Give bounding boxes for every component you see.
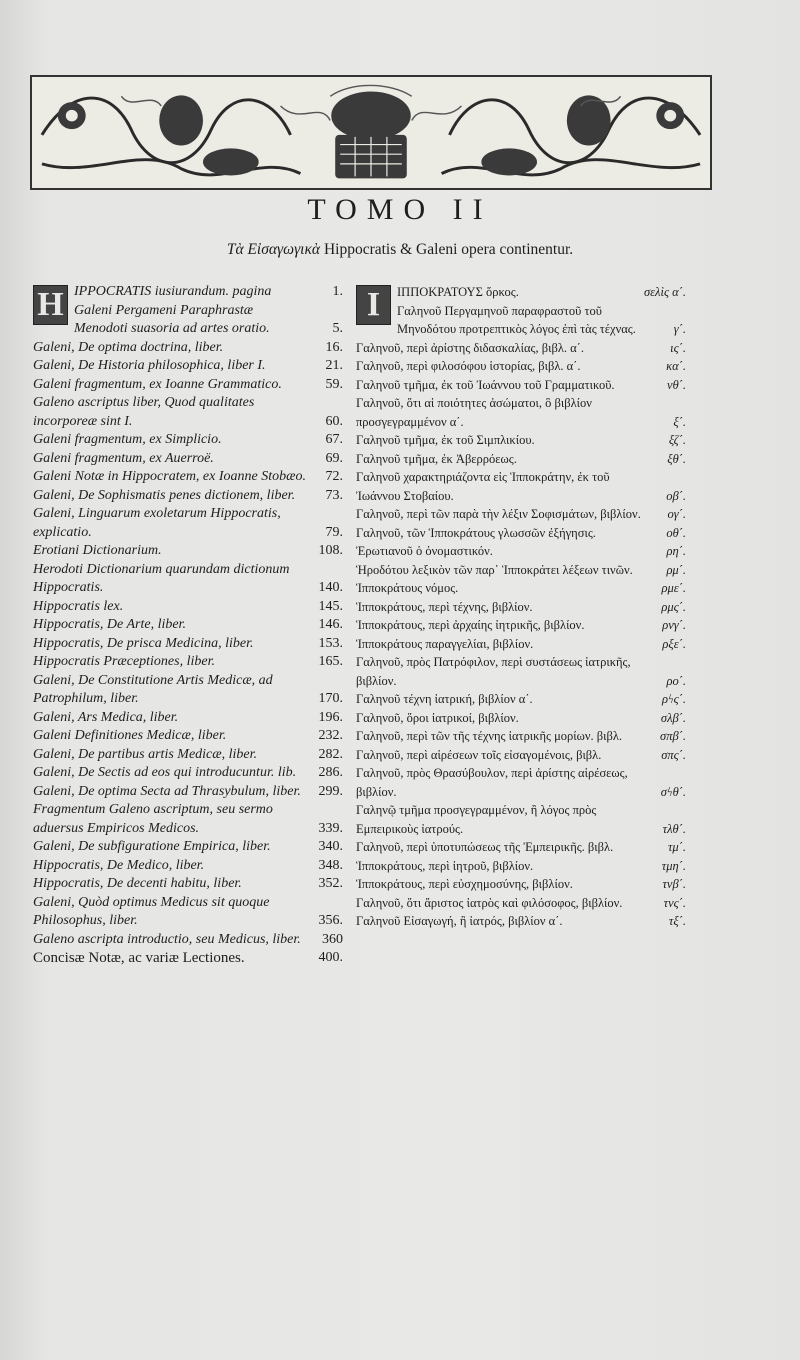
greek-contents-column bbox=[356, 283, 686, 931]
latin-entry: Galeni, De optima doctrina, liber. 16. bbox=[33, 339, 343, 355]
greek-entry: Γαληνοῦ, περὶ τῶν τῆς τέχνης ἰατρικῆς μορίων. βιβλ. σπβ΄. bbox=[356, 729, 686, 743]
greek-entry: ΙΠΠΟΚΡΑΤΟΥΣ ὅρκος. σελὶς α΄. bbox=[397, 285, 686, 299]
drop-cap-h: H bbox=[33, 285, 68, 325]
latin-entry: Fragmentum Galeno ascriptum, seu sermo aduersus Empiricos Medicos. 339. bbox=[33, 802, 343, 836]
latin-entry: Concisæ Notæ, ac variæ Lectiones. 400. bbox=[33, 950, 343, 966]
greek-entry: Ἱπποκράτους, περὶ ἀρχαίης ἰητρικῆς, βιβλίον. ρνγ΄. bbox=[356, 618, 686, 632]
latin-entry: Galeni Notæ in Hippocratem, ex Ioanne Stobæo. 72. bbox=[33, 469, 343, 484]
latin-entry: Galeni, De Sectis ad eos qui introducuntur. lib. 286. bbox=[33, 765, 343, 780]
latin-entry: Hippocratis lex. 145. bbox=[33, 598, 343, 614]
latin-entry: Herodoti Dictionarium quarundam dictionum Hippocratis. 140. bbox=[33, 561, 343, 595]
latin-entry: Galeni fragmentum, ex Ioanne Grammatico. 59. bbox=[33, 376, 343, 392]
latin-contents-column bbox=[33, 283, 343, 968]
greek-entry: Γαληνοῦ, ὅτι ἄριστος ἰατρὸς καὶ φιλόσοφος, βιβλίον. τνς΄. bbox=[356, 895, 686, 910]
greek-entry: Γαληνοῦ χαρακτηριάζοντα εἰς Ἱπποκράτην, ἐκ τοῦ Ἰωάννου Στοβαίου. οβ΄. bbox=[356, 470, 686, 503]
ornamental-headpiece bbox=[30, 75, 712, 190]
greek-entry: Γαληνοῦ, περὶ φιλοσόφου ἱστορίας, βιβλ. α΄. κα΄. bbox=[356, 359, 686, 373]
latin-entry: Hippocratis Præceptiones, liber. 165. bbox=[33, 654, 343, 669]
latin-entry: Galeni fragmentum, ex Auerroë. 69. bbox=[33, 450, 343, 466]
volume-title: TOMO II bbox=[307, 193, 493, 226]
latin-entry: Galeni, De Constitutione Artis Medicæ, ad Patrophilum, liber. 170. bbox=[33, 672, 343, 706]
latin-entry: Hippocratis, De Medico, liber. 348. bbox=[33, 857, 343, 873]
greek-entry: Γαληνοῦ, περὶ ἀρίστης διδασκαλίας, βιβλ. α΄. ις΄. bbox=[356, 340, 686, 355]
latin-entry: Hippocratis, De prisca Medicina, liber. 153. bbox=[33, 635, 343, 651]
subtitle-greek: Τὰ Εἰσαγωγικὰ bbox=[226, 241, 321, 258]
latin-entry: Galeni, De partibus artis Medicæ, liber. 282. bbox=[33, 746, 343, 762]
greek-entry: Γαληνοῦ, πρὸς Θρασύβουλον, περὶ ἀρίστης αἱρέσεως, βιβλίον. σϟθ΄. bbox=[356, 766, 686, 799]
greek-entry: Γαληνοῦ τμῆμα, ἐκ τοῦ Σιμπλικίου. ξζ΄. bbox=[356, 433, 686, 447]
drop-cap-iota: Ι bbox=[356, 285, 391, 325]
greek-entry: Ἱπποκράτους, περὶ εὐσχημοσύνης, βιβλίον. τνβ΄. bbox=[356, 877, 686, 891]
greek-entry: Γαληνοῦ, τῶν Ἱπποκράτους γλωσσῶν ἐξήγησις. οθ΄. bbox=[356, 525, 686, 540]
latin-entry: Galeni, De Sophismatis penes dictionem, liber. 73. bbox=[33, 487, 343, 503]
latin-entry: Hippocratis, De decenti habitu, liber. 352. bbox=[33, 876, 343, 891]
greek-entry: Γαληνοῦ, ὅροι ἰατρικοί, βιβλίον. σλβ΄. bbox=[356, 710, 686, 725]
latin-entry: Galeni Definitiones Medicæ, liber. 232. bbox=[33, 728, 343, 743]
volume-subtitle bbox=[0, 241, 800, 259]
latin-entry: Galeni, De optima Secta ad Thrasybulum, liber. 299. bbox=[33, 783, 343, 799]
greek-entry: Ἱπποκράτους, περὶ τέχνης, βιβλίον. ρμς΄. bbox=[356, 599, 686, 614]
greek-entry: Γαληνοῦ, ὅτι αἱ ποιότητες ἀσώματοι, ὃ βιβλίον προσγεγραμμένον α΄. ξ΄. bbox=[356, 396, 686, 429]
greek-entry: Γαληνῷ τμῆμα προσγεγραμμένον, ἢ λόγος πρὸς Εμπειρικοὺς ἰατρούς. τλθ΄. bbox=[356, 803, 686, 836]
latin-entry: Galeni, Linguarum exoletarum Hippocratis, explicatio. 79. bbox=[33, 506, 343, 540]
latin-entry: Galeni, Ars Medica, liber. 196. bbox=[33, 709, 343, 725]
greek-entry: Γαληνοῦ τέχνη ἰατρική, βιβλίον α΄. ρϟς΄. bbox=[356, 692, 686, 706]
greek-entry: Ἱπποκράτους νόμος. ρμε΄. bbox=[356, 581, 686, 595]
greek-entry: Γαληνοῦ τμῆμα, ἐκ τοῦ Ἰωάννου τοῦ Γραμματικοῦ. νθ΄. bbox=[356, 377, 686, 392]
greek-entry: Γαληνοῦ, πρὸς Πατρόφιλον, περὶ συστάσεως ἰατρικῆς, βιβλίον. ρο΄. bbox=[356, 655, 686, 688]
woodcut-ornament-icon bbox=[32, 77, 710, 188]
latin-entry: Galeni Pergameni Paraphrastæ Menodoti suasoria ad artes oratio. 5. bbox=[74, 302, 343, 336]
latin-entry: Galeno ascripta introductio, seu Medicus, liber. 360 bbox=[33, 931, 343, 947]
greek-entry: Γαληνοῦ, περὶ αἱρέσεων τοῖς εἰσαγομένοις, βιβλ. σπς΄. bbox=[356, 747, 686, 762]
greek-entry: Γαληνοῦ, περὶ τῶν παρὰ τὴν λέξιν Σοφισμάτων, βιβλίον. ογ΄. bbox=[356, 507, 686, 521]
greek-entry: Γαληνοῦ Εἰσαγωγή, ἢ ἰατρός, βιβλίον α΄. τξ΄. bbox=[356, 914, 686, 928]
greek-entry: Ἐρωτιανοῦ ὁ ὀνομαστικόν. ρη΄. bbox=[356, 544, 686, 558]
greek-entry: Ἡροδότου λεξικὸν τῶν παρ᾽ Ἱπποκράτει λέξεων τινῶν. ρμ΄. bbox=[356, 562, 686, 577]
latin-entry: Galeno ascriptus liber, Quod qualitates incorporeæ sint I. 60. bbox=[33, 395, 343, 429]
latin-entry: IPPOCRATIS iusiurandum. pagina 1. bbox=[74, 284, 343, 299]
greek-entry: Γαληνοῦ, περὶ ὑποτυπώσεως τῆς Ἐμπειρικῆς. βιβλ. τμ΄. bbox=[356, 840, 686, 854]
latin-entry: Galeni, De Historia philosophica, liber I. 21. bbox=[33, 358, 343, 373]
greek-entry: Γαληνοῦ Περγαμηνοῦ παραφραστοῦ τοῦ Μηνοδότου προτρεπτικὸς λόγος ἐπὶ τὰς τέχνας. γ΄. bbox=[397, 303, 686, 336]
subtitle-latin: Hippocratis & Galeni opera continentur. bbox=[323, 241, 574, 258]
latin-entry: Galeni, Quòd optimus Medicus sit quoque Philosophus, liber. 356. bbox=[33, 894, 343, 928]
latin-entry: Erotiani Dictionarium. 108. bbox=[33, 543, 343, 558]
greek-entry: Ἱπποκράτους, περὶ ἰητροῦ, βιβλίον. τμη΄. bbox=[356, 858, 686, 873]
latin-entry: Galeni fragmentum, ex Simplicio. 67. bbox=[33, 432, 343, 447]
latin-entry: Hippocratis, De Arte, liber. 146. bbox=[33, 617, 343, 632]
greek-entry: Ἱπποκράτους παραγγελίαι, βιβλίον. ρξε΄. bbox=[356, 636, 686, 651]
latin-entry: Galeni, De subfiguratione Empirica, liber. 340. bbox=[33, 839, 343, 854]
greek-entry: Γαληνοῦ τμῆμα, ἐκ Ἀβερρόεως. ξθ΄. bbox=[356, 451, 686, 466]
